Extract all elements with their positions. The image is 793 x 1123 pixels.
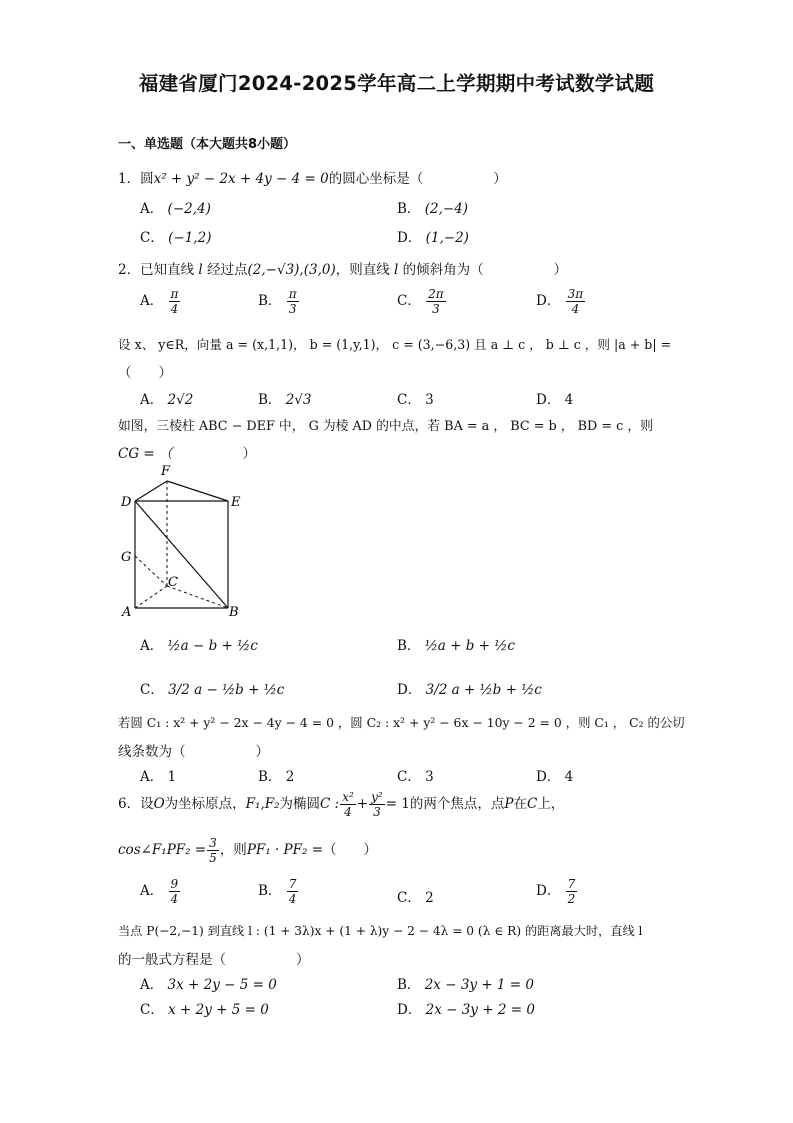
option-d[interactable]: D． 2x − 3y + 2 = 0 [397,1002,535,1018]
math-expression: x² + y² − 2x + 4y − 4 = 0 [153,171,329,187]
option-b[interactable]: B． $\frac{\pi}{3}$ [258,287,297,316]
option-b[interactable]: B． 2√3 [258,392,312,408]
option-a[interactable]: A． 3x + 2y − 5 = 0 [140,977,277,993]
question-5: 若圆 C₁ : x² + y² − 2x − 4y − 4 = 0 ，圆 C₂ : x² + y² − 6x − 10y − 2 = 0 ，则 C₁ ， C₂ 的公切 [118,715,685,730]
option-d[interactable]: D． $\frac{7}{2}$ [536,877,576,906]
option-b[interactable]: B． 2 [258,769,295,785]
option-c[interactable]: C． $\frac{2\pi}{3}$ [397,287,444,316]
option-a[interactable]: A． 2√2 [140,392,194,408]
option-a[interactable]: A． $\frac{\pi}{4}$ [140,287,179,316]
question-number: 1． [118,171,141,187]
option-c[interactable]: C． 3 [397,392,434,408]
question-1: 1．圆x² + y² − 2x + 4y − 4 = 0的圆心坐标是（ ） [118,171,507,187]
option-d[interactable]: D． 3/2 a + ½b + ½c [397,682,542,698]
option-a[interactable]: A． $\frac{9}{4}$ [140,877,179,906]
question-2: 2．已知直线 l 经过点(2,−√3),(3,0)，则直线 l 的倾斜角为（ ） [118,262,568,278]
question-6-line2: cos∠F₁PF₂ = $\frac{3}{5}$ ，则PF₁ · PF₂ =（ ） [118,836,378,865]
question-6: 6．设O为坐标原点，F₁,F₂为椭圆C : $\frac{\text{x²}}{4}$ + $\frac{\text{y²}}{3}$ = 1的两个焦点，点P在C上， [118,790,565,819]
prism-figure [118,460,248,620]
vertex-label-c: C [168,575,178,590]
question-3-paren: （ ） [118,365,172,381]
option-d[interactable]: D． (1,−2) [397,230,469,246]
question-7: 当点 P(−2,−1) 到直线 l : (1 + 3λ)x + (1 + λ)y − 2 − 4λ = 0 (λ ∈ R) 的距离最大时，直线 l [118,924,643,938]
option-b[interactable]: B． 2x − 3y + 1 = 0 [397,977,534,993]
option-a[interactable]: A． ½a − b + ½c [140,638,258,654]
option-c[interactable]: C． 3/2 a − ½b + ½c [140,682,285,698]
option-b[interactable]: B． ½a + b + ½c [397,638,515,654]
question-5-line2: 线条数为（ ） [118,744,269,760]
option-d[interactable]: D． 4 [536,769,574,785]
option-c[interactable]: C． x + 2y + 5 = 0 [140,1002,269,1018]
option-b[interactable]: B． (2,−4) [397,201,469,217]
option-a[interactable]: A． 1 [140,769,177,785]
question-3: 设 x、 y∈R，向量 a = (x,1,1)， b = (1,y,1)， c = (3,−6,3) 且 a ⊥ c ， b ⊥ c ，则 |a + b| = [118,337,672,352]
option-b[interactable]: B． $\frac{7}{4}$ [258,877,297,906]
option-c[interactable]: C． 2 [397,890,434,906]
vertex-label-g: G [121,550,132,565]
option-c[interactable]: C． 3 [397,769,434,785]
vertex-label-f: F [161,464,171,479]
question-4: 如图，三棱柱 ABC − DEF 中， G 为棱 AD 的中点，若 BA = a ， BC = b ， BD = c ，则 [118,419,653,434]
vertex-label-b: B [229,605,239,620]
question-4-line2: CG = （ ） [118,446,257,462]
page-title: 福建省厦门2024-2025学年高二上学期期中考试数学试题 [138,72,655,95]
option-a[interactable]: A． (−2,4) [140,201,211,217]
vertex-label-a: A [122,605,132,620]
option-d[interactable]: D． 4 [536,392,574,408]
section-heading: 一、单选题（本大题共8小题） [118,137,297,152]
vertex-label-e: E [231,495,241,510]
option-d[interactable]: D． $\frac{3\pi}{4}$ [536,287,584,316]
option-c[interactable]: C． (−1,2) [140,230,212,246]
question-7-line2: 的一般式方程是（ ） [118,952,310,968]
vertex-label-d: D [121,495,132,510]
